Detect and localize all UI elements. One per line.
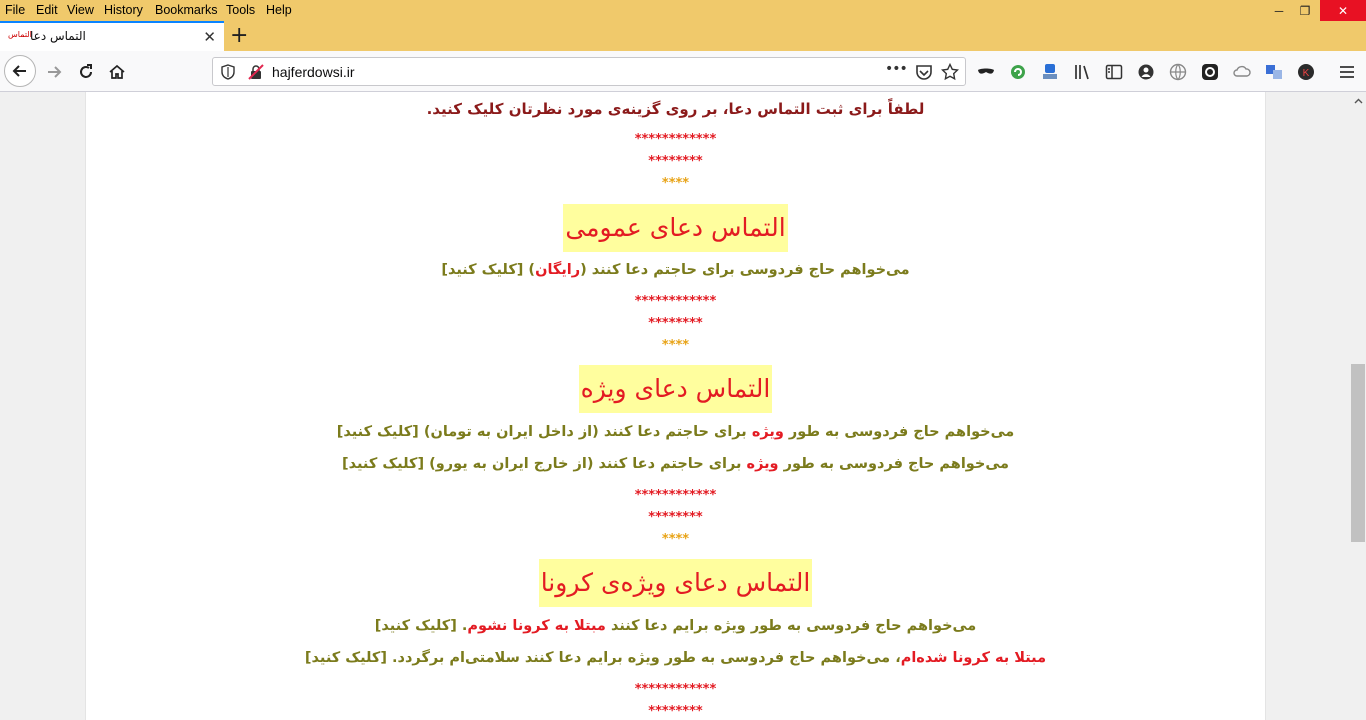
click-here-text: . [کلیک کنید] [374,618,468,634]
section-corona [86,559,1265,607]
sidebar-icon[interactable] [1105,63,1123,81]
menu-bookmarks[interactable]: Bookmarks [155,3,218,17]
bookmark-star-icon[interactable] [941,63,959,81]
separator-stars: ******** [648,704,703,719]
site-favicon-icon: التماس [8,30,32,39]
separator-stars: ************ [634,488,717,503]
url-text[interactable]: hajferdowsi.ir [272,64,355,80]
menu-edit[interactable]: Edit [36,3,58,17]
separator-stars: ******** [648,316,703,331]
corona-prevention-link[interactable] [86,618,1265,634]
intro-text: لطفاً برای ثبت التماس دعا، بر روی گزینه‌ی مورد نظرتان کلیک کنید. [426,100,925,118]
page-content [85,92,1266,720]
scrollbar-thumb[interactable] [1351,364,1365,542]
insecure-lock-icon[interactable] [248,64,264,80]
separator-stars: ************ [634,294,717,309]
hamburger-menu-icon[interactable] [1338,63,1356,81]
menu-help[interactable]: Help [266,3,292,17]
separator-stars: ************ [634,132,717,147]
url-bar[interactable] [212,57,966,86]
free-label: رایگان [535,262,581,278]
pocket-icon[interactable] [915,63,933,81]
profile-k-icon[interactable] [1297,63,1315,81]
download-extension-icon[interactable] [1041,63,1059,81]
library-icon[interactable] [1073,63,1091,81]
reload-icon [77,63,95,81]
special-prayer-euro-link[interactable] [86,456,1265,472]
separator-stars: ******** [648,154,703,169]
tab-strip [0,21,1366,51]
page-actions-icon[interactable]: ••• [885,61,907,77]
separator-stars: **** [661,532,690,547]
corona-label: مبتلا به کرونا شده‌ام [900,650,1047,666]
forward-arrow-icon [45,63,63,81]
corona-label: مبتلا به کرونا نشوم [467,618,606,634]
scroll-up-arrow-icon[interactable] [1350,92,1366,109]
globe-icon[interactable] [1169,63,1187,81]
menu-tools[interactable]: Tools [226,3,256,17]
section-general [86,204,1265,252]
special-label: ویژه [746,456,779,472]
general-prayer-link[interactable] [86,262,1265,278]
click-here-text: برای حاجتم دعا کنند (از داخل ایران به تومان) [کلیک کنید] [336,424,752,440]
navigation-toolbar [0,51,1366,92]
click-here-text: ) [کلیک کنید] [441,262,536,278]
click-here-text: برای حاجتم دعا کنند (از خارج ایران به یورو) [کلیک کنید] [342,456,747,472]
back-arrow-icon [11,62,29,80]
svg-text:K: K [1302,68,1310,79]
reload-button[interactable] [72,58,100,86]
section-special [86,365,1265,413]
separator-stars: **** [661,338,690,353]
cloud-extension-icon[interactable] [1233,63,1251,81]
new-tab-button[interactable]: + [230,23,249,48]
forward-button[interactable] [40,58,68,86]
home-button[interactable] [103,58,131,86]
translate-icon[interactable] [1265,63,1283,81]
separator-stars: **** [661,176,690,191]
heading-corona-prayer: التماس دعای ویژه‌ی کرونا [539,559,813,607]
vpn-extension-icon[interactable] [1201,63,1219,81]
link-text: می‌خواهم حاج فردوسی برای حاجتم دعا کنند ( [580,262,910,278]
tab-active[interactable] [0,21,224,51]
minimize-button[interactable]: ─ [1274,3,1284,18]
menu-view[interactable]: View [67,3,94,17]
corona-recovery-link[interactable] [86,650,1265,666]
link-text: می‌خواهم حاج فردوسی به طور [783,424,1015,440]
special-label: ویژه [751,424,784,440]
separator-stars: ************ [634,682,717,697]
separator-stars: ******** [648,510,703,525]
maximize-button[interactable]: ❐ [1299,3,1311,18]
tab-title: التماس دعا [30,29,86,43]
menu-history[interactable]: History [104,3,143,17]
special-prayer-toman-link[interactable] [86,424,1265,440]
tab-close-icon[interactable]: ✕ [203,28,216,46]
vertical-scrollbar[interactable] [1350,92,1366,720]
account-icon[interactable] [1137,63,1155,81]
menu-bar [0,0,1366,21]
heading-special-prayer: التماس دعای ویژه [579,365,773,413]
link-text: ، می‌خواهم حاج فردوسی به طور ویژه برایم دعا کنند سلامتی‌ام برگردد. [کلیک کنید] [304,650,901,666]
private-mask-icon[interactable] [977,63,995,81]
back-button[interactable] [4,55,36,87]
home-icon [108,63,126,81]
close-window-button[interactable]: ✕ [1320,0,1366,21]
link-text: می‌خواهم حاج فردوسی به طور ویژه برایم دعا کنند [605,618,977,634]
link-text: می‌خواهم حاج فردوسی به طور [778,456,1009,472]
tracking-shield-icon[interactable] [220,64,236,80]
menu-file[interactable]: File [5,3,26,17]
refresh-extension-icon[interactable] [1009,63,1027,81]
heading-general-prayer: التماس دعای عمومی [563,204,787,252]
page-viewport [0,92,1350,720]
